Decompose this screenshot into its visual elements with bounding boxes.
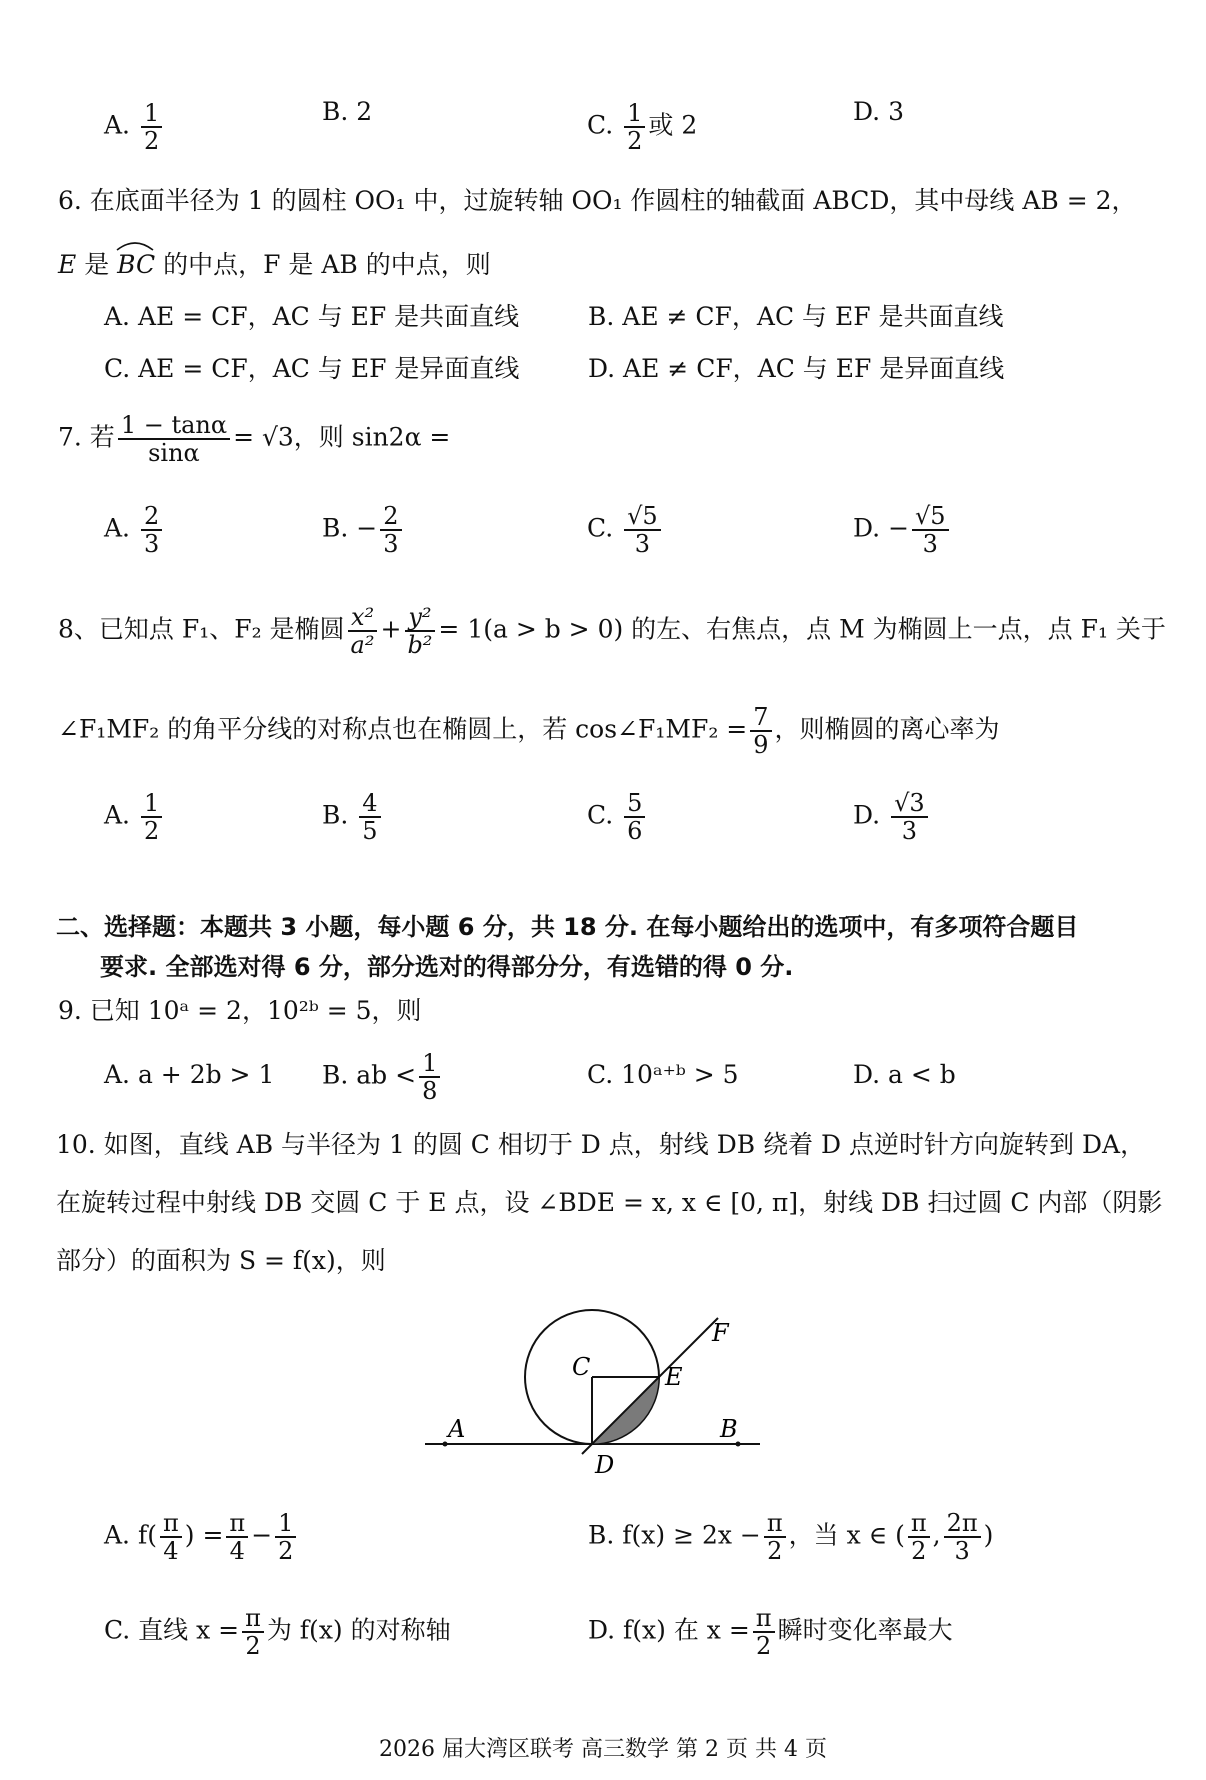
fraction: $\frac{1}{2}$	[141, 790, 162, 844]
fraction: $\frac{√3}{3}$	[891, 790, 928, 844]
fraction: $\frac{1}{2}$	[275, 1510, 296, 1564]
fraction: $\frac{√5}{3}$	[912, 503, 949, 557]
fraction: $\frac{\pi}{2}$	[764, 1510, 786, 1564]
q5-option-a: A. $\frac{1}{2}$	[104, 100, 165, 154]
fraction: $\frac{\pi}{2}$	[908, 1510, 930, 1564]
fraction: $\frac{\pi}{4}$	[160, 1510, 182, 1564]
q7-option-a: A. $\frac{2}{3}$	[104, 503, 165, 557]
section2-heading-line2: 要求. 全部选对得 6 分，部分选对的得部分分，有选错的得 0 分.	[100, 953, 794, 981]
fraction: $\frac{\pi}{4}$	[226, 1510, 248, 1564]
fraction: $\frac{\text{x²}}{\text{a²}}$	[348, 604, 378, 658]
fraction: $\frac{1 - \tan\alpha}{\sin\alpha}$	[118, 412, 230, 466]
label-d: D	[595, 1451, 615, 1479]
q6-option-d: D. AE ≠ CF，AC 与 EF 是异面直线	[588, 354, 1005, 383]
q8-option-c: C. $\frac{5}{6}$	[587, 790, 648, 844]
q6-option-b: B. AE ≠ CF，AC 与 EF 是共面直线	[588, 302, 1004, 331]
q6-stem-line2: E 是 BC 的中点，F 是 AB 的中点，则	[58, 248, 491, 282]
q10-option-a: A. f( $\frac{\pi}{4}$ ) = $\frac{\pi}{4}$ − $\frac{1}{2}$	[104, 1510, 299, 1564]
point-a-dot	[443, 1442, 448, 1447]
q9-stem: 9. 已知 10ᵃ = 2，10²ᵇ = 5，则	[58, 996, 422, 1025]
q9-option-a: A. a + 2b > 1	[104, 1060, 275, 1089]
q7-stem: 7. 若 $\frac{1 - \tan\alpha}{\sin\alpha}$ = √3，则 sin2α =	[58, 411, 451, 467]
fraction: $\frac{1}{2}$	[141, 100, 162, 154]
q10-option-c: C. 直线 x = $\frac{\pi}{2}$ 为 f(x) 的对称轴	[104, 1604, 451, 1660]
fraction: $\frac{4}{5}$	[359, 790, 380, 844]
q5-option-b: B. 2	[322, 97, 373, 126]
label-c: C	[572, 1353, 591, 1381]
label-e: E	[665, 1363, 683, 1391]
q9-option-b: B. ab < $\frac{1}{8}$	[322, 1050, 443, 1104]
q6-option-a: A. AE = CF，AC 与 EF 是共面直线	[104, 302, 520, 331]
fraction: $\frac{7}{9}$	[750, 704, 771, 758]
q10-option-d: D. f(x) 在 x = $\frac{\pi}{2}$ 瞬时变化率最大	[588, 1604, 953, 1660]
q8-option-d: D. $\frac{√3}{3}$	[853, 790, 931, 844]
q5-option-c: C. $\frac{1}{2}$ 或 2	[587, 99, 698, 155]
fraction: $\frac{1}{2}$	[624, 100, 645, 154]
page-footer: 2026 届大湾区联考 高三数学 第 2 页 共 4 页	[379, 1737, 827, 1762]
q8-stem-line2: ∠F₁MF₂ 的角平分线的对称点也在椭圆上，若 cos∠F₁MF₂ = $\frac{7}{9}$ ，则椭圆的离心率为	[58, 703, 1000, 759]
q10-stem-line1: 10. 如图，直线 AB 与半径为 1 的圆 C 相切于 D 点，射线 DB 绕着 D 点逆时针方向旋转到 DA，	[56, 1130, 1146, 1159]
fraction: $\frac{2}{3}$	[141, 503, 162, 557]
section2-heading-line1: 二、选择题：本题共 3 小题，每小题 6 分，共 18 分. 在每小题给出的选项中，有多项符合题目	[56, 913, 1079, 941]
q8-option-b: B. $\frac{4}{5}$	[322, 790, 384, 844]
q10-option-b: B. f(x) ≥ 2x − $\frac{\pi}{2}$ ，当 x ∈ ( $\frac{\pi}{2}$ , $\frac{2\pi}{3}$ )	[588, 1509, 994, 1565]
q5-option-d: D. 3	[853, 97, 904, 126]
fraction: $\frac{\pi}{2}$	[753, 1605, 775, 1659]
q7-option-c: C. $\frac{√5}{3}$	[587, 503, 664, 557]
q7-option-d: D. − $\frac{√5}{3}$	[853, 503, 952, 557]
fraction: $\frac{1}{8}$	[419, 1050, 440, 1104]
fraction: $\frac{\pi}{2}$	[242, 1605, 264, 1659]
label-b: B	[720, 1415, 738, 1443]
q8-option-a: A. $\frac{1}{2}$	[104, 790, 165, 844]
q9-option-d: D. a < b	[853, 1060, 956, 1089]
q6-option-c: C. AE = CF，AC 与 EF 是异面直线	[104, 354, 520, 383]
q9-option-c: C. 10ᵃ⁺ᵇ > 5	[587, 1060, 739, 1089]
q10-stem-line3: 部分）的面积为 S = f(x)，则	[56, 1246, 386, 1275]
q8-stem-line1: 8、已知点 F₁、F₂ 是椭圆 $\frac{\text{x²}}{\text{a²}}$ + $\frac{\text{y²}}{\text{b²}}$ = 1(a > b > 0) 的左、右焦点，点 M 为椭圆上一点，点 F₁ 关于	[58, 603, 1166, 659]
fraction: $\frac{5}{6}$	[624, 790, 645, 844]
label-a: A	[448, 1415, 466, 1443]
ray-df	[582, 1318, 718, 1454]
arc-icon	[115, 240, 155, 252]
fraction: $\frac{2\pi}{3}$	[944, 1510, 981, 1564]
q6-stem-line1: 6. 在底面半径为 1 的圆柱 OO₁ 中，过旋转轴 OO₁ 作圆柱的轴截面 ABCD，其中母线 AB = 2，	[58, 186, 1137, 215]
arc-bc: BC	[117, 248, 155, 282]
q10-figure	[420, 1295, 780, 1495]
q10-stem-line2: 在旋转过程中射线 DB 交圆 C 于 E 点，设 ∠BDE = x, x ∈ [0, π]，射线 DB 扫过圆 C 内部（阴影	[56, 1188, 1163, 1217]
label-f: F	[712, 1319, 729, 1347]
q7-option-b: B. − $\frac{2}{3}$	[322, 503, 405, 557]
fraction: $\frac{2}{3}$	[380, 503, 401, 557]
fraction: $\frac{\text{y²}}{\text{b²}}$	[404, 604, 435, 658]
fraction: $\frac{√5}{3}$	[624, 503, 661, 557]
